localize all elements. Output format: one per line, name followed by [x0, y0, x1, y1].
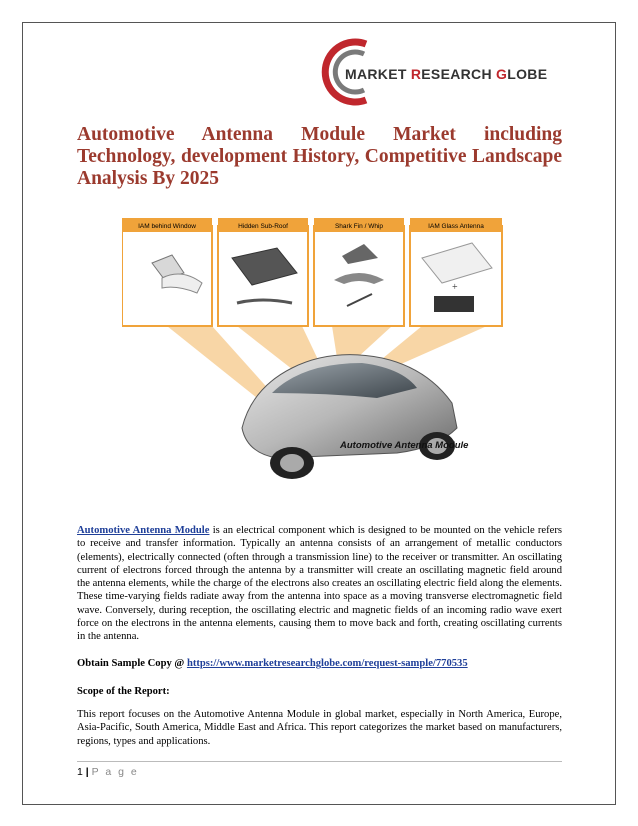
panel-label-4: IAM Glass Antenna [428, 223, 484, 230]
panel-iam-window [122, 218, 212, 326]
footer-separator: | [85, 766, 89, 778]
intro-paragraph: Automotive Antenna Module is an electrical component which is designed to be mounted on the vehicle refers to receive and transfer information. Typically an antenna consists of an arrangement of metallic conductors (elements), electrically connected (often through a transmission line) to the receiver or transmitter. An oscillating current of electrons forced through the antenna by a transmitter will create an oscillating magnetic field around the antenna elements, while the charge of the electrons also creates an oscillating electric field along the elements. These time-varying fields radiate away from the antenna into space as a moving transverse electromagnetic field wave. Conversely, during reception, the oscillating electric and magnetic fields of an incoming radio wave exert force on the electrons in the antenna elements, causing them to move back and forth, creating oscillating currents in the antenna. [77, 525, 563, 643]
panel-shark-fin [314, 218, 404, 326]
figure-caption: Automotive Antenna Module [340, 440, 469, 451]
sample-copy-line: Obtain Sample Copy @ https://www.marketresearchglobe.com/request-sample/770535 [77, 658, 468, 669]
page-label: P a g e [91, 766, 139, 778]
antenna-figure [122, 218, 504, 500]
document-title: Automotive Antenna Module Market including Technology, development History, Competitive Landscape Analysis By 2025 [77, 124, 562, 189]
panel-hidden-sub-roof [218, 218, 308, 326]
svg-text:+: + [452, 282, 458, 293]
panel-iam-glass [410, 218, 502, 326]
scope-heading: Scope of the Report: [77, 686, 170, 697]
page-footer [77, 766, 139, 778]
panel-label-3: Shark Fin / Whip [334, 223, 384, 230]
car-illustration [242, 355, 457, 479]
product-link[interactable]: Automotive Antenna Module [77, 525, 210, 536]
callout-beam-3 [332, 326, 392, 358]
panel-label-1: IAM behind Window [138, 223, 196, 230]
footer-divider [77, 761, 562, 762]
sample-url-link[interactable]: https://www.marketresearchglobe.com/request-sample/770535 [186, 658, 468, 669]
page-number: 1 [77, 766, 83, 778]
logo-text: MARKET RESEARCH GLOBE [345, 66, 548, 82]
panel-label-2: Hidden Sub-Roof [238, 223, 288, 230]
scope-paragraph: This report focuses on the Automotive Antenna Module in global market, especially in North America, Europe, Asia-Pacific, South America, Middle East and Africa. This report categorizes the market based on manufacturers, regions, types and applications. [77, 709, 562, 747]
